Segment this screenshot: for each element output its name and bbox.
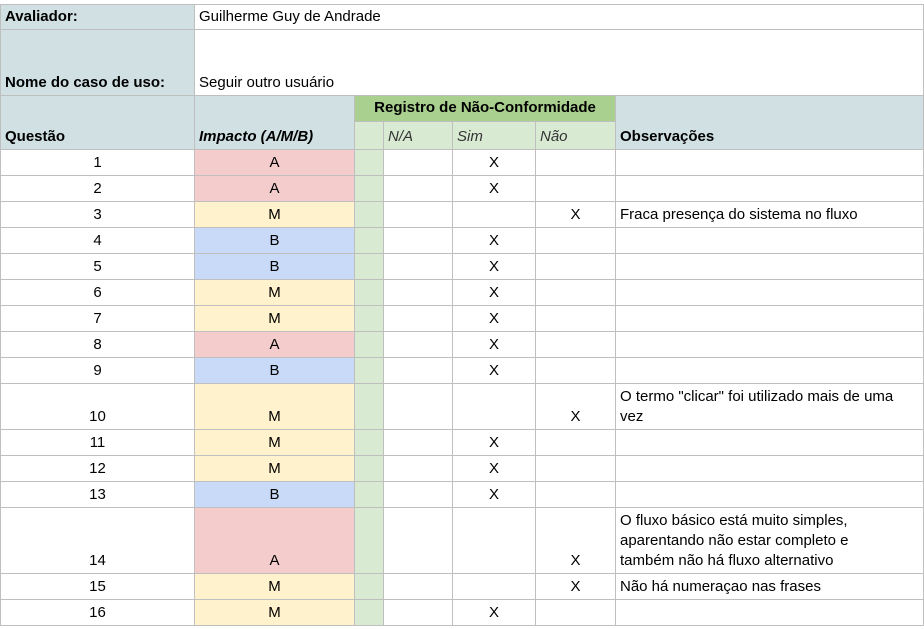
sim-cell[interactable]: X [453, 332, 536, 358]
impacto-cell[interactable]: A [195, 508, 355, 574]
registro-spacer-cell[interactable] [355, 280, 384, 306]
na-cell[interactable] [384, 508, 453, 574]
registro-spacer-cell[interactable] [355, 456, 384, 482]
questao-cell[interactable]: 15 [0, 574, 195, 600]
na-cell[interactable] [384, 600, 453, 626]
questao-cell[interactable]: 14 [0, 508, 195, 574]
registro-spacer-cell[interactable] [355, 574, 384, 600]
caso-value[interactable]: Seguir outro usuário [195, 30, 924, 96]
impacto-cell[interactable]: B [195, 358, 355, 384]
na-cell[interactable] [384, 254, 453, 280]
sim-header[interactable]: Sim [453, 122, 536, 150]
impacto-cell[interactable]: A [195, 332, 355, 358]
questao-cell[interactable]: 4 [0, 228, 195, 254]
sim-cell[interactable] [453, 202, 536, 228]
nao-cell[interactable] [536, 176, 616, 202]
questao-cell[interactable]: 8 [0, 332, 195, 358]
registro-spacer-cell[interactable] [355, 358, 384, 384]
observacoes-cell[interactable] [616, 600, 924, 626]
na-cell[interactable] [384, 306, 453, 332]
nao-cell[interactable] [536, 228, 616, 254]
observacoes-cell[interactable] [616, 456, 924, 482]
na-cell[interactable] [384, 456, 453, 482]
na-cell[interactable] [384, 150, 453, 176]
sim-cell[interactable]: X [453, 280, 536, 306]
registro-spacer-cell[interactable] [355, 600, 384, 626]
impacto-cell[interactable]: B [195, 482, 355, 508]
questao-cell[interactable]: 5 [0, 254, 195, 280]
observacoes-cell[interactable] [616, 228, 924, 254]
questao-header[interactable]: Questão [0, 96, 195, 150]
sim-cell[interactable]: X [453, 456, 536, 482]
avaliador-label[interactable]: Avaliador: [0, 4, 195, 30]
observacoes-cell[interactable] [616, 306, 924, 332]
nao-cell[interactable] [536, 430, 616, 456]
na-cell[interactable] [384, 280, 453, 306]
observacoes-cell[interactable] [616, 332, 924, 358]
sim-cell[interactable] [453, 384, 536, 430]
observacoes-cell[interactable] [616, 430, 924, 456]
questao-cell[interactable]: 11 [0, 430, 195, 456]
na-cell[interactable] [384, 176, 453, 202]
questao-cell[interactable]: 1 [0, 150, 195, 176]
observacoes-cell[interactable] [616, 254, 924, 280]
na-cell[interactable] [384, 358, 453, 384]
observacoes-cell[interactable] [616, 358, 924, 384]
sim-cell[interactable]: X [453, 600, 536, 626]
avaliador-value[interactable]: Guilherme Guy de Andrade [195, 4, 924, 30]
nao-cell[interactable]: X [536, 384, 616, 430]
observacoes-cell[interactable] [616, 280, 924, 306]
sim-cell[interactable]: X [453, 430, 536, 456]
nao-cell[interactable] [536, 280, 616, 306]
questao-cell[interactable]: 6 [0, 280, 195, 306]
sim-cell[interactable]: X [453, 150, 536, 176]
nao-cell[interactable]: X [536, 574, 616, 600]
sim-cell[interactable]: X [453, 306, 536, 332]
observacoes-cell[interactable] [616, 176, 924, 202]
registro-spacer-cell[interactable] [355, 332, 384, 358]
impacto-cell[interactable]: A [195, 150, 355, 176]
impacto-cell[interactable]: M [195, 280, 355, 306]
nao-cell[interactable] [536, 332, 616, 358]
na-cell[interactable] [384, 228, 453, 254]
registro-spacer-cell[interactable] [355, 228, 384, 254]
questao-cell[interactable]: 16 [0, 600, 195, 626]
questao-cell[interactable]: 3 [0, 202, 195, 228]
na-cell[interactable] [384, 332, 453, 358]
caso-label[interactable]: Nome do caso de uso: [0, 30, 195, 96]
impacto-cell[interactable]: M [195, 384, 355, 430]
impacto-cell[interactable]: A [195, 176, 355, 202]
registro-spacer-cell[interactable] [355, 482, 384, 508]
registro-spacer-cell[interactable] [355, 430, 384, 456]
questao-cell[interactable]: 10 [0, 384, 195, 430]
impacto-cell[interactable]: M [195, 456, 355, 482]
questao-cell[interactable]: 9 [0, 358, 195, 384]
sim-cell[interactable] [453, 508, 536, 574]
registro-header[interactable]: Registro de Não-Conformidade [355, 96, 616, 122]
observacoes-cell[interactable]: O fluxo básico está muito simples, aparentando não estar completo e também não há fluxo alternativo [616, 508, 924, 574]
na-header[interactable]: N/A [384, 122, 453, 150]
registro-spacer-cell[interactable] [355, 508, 384, 574]
impacto-cell[interactable]: M [195, 430, 355, 456]
registro-spacer-header[interactable] [355, 122, 384, 150]
sim-cell[interactable] [453, 574, 536, 600]
registro-spacer-cell[interactable] [355, 384, 384, 430]
na-cell[interactable] [384, 574, 453, 600]
questao-cell[interactable]: 2 [0, 176, 195, 202]
na-cell[interactable] [384, 430, 453, 456]
sim-cell[interactable]: X [453, 228, 536, 254]
impacto-cell[interactable]: M [195, 600, 355, 626]
nao-cell[interactable] [536, 358, 616, 384]
observacoes-cell[interactable]: O termo "clicar" foi utilizado mais de uma vez [616, 384, 924, 430]
registro-spacer-cell[interactable] [355, 306, 384, 332]
observacoes-header[interactable]: Observações [616, 96, 924, 150]
nao-cell[interactable] [536, 600, 616, 626]
nao-header[interactable]: Não [536, 122, 616, 150]
sim-cell[interactable]: X [453, 254, 536, 280]
nao-cell[interactable] [536, 150, 616, 176]
impacto-cell[interactable]: B [195, 228, 355, 254]
registro-spacer-cell[interactable] [355, 176, 384, 202]
nao-cell[interactable]: X [536, 202, 616, 228]
observacoes-cell[interactable] [616, 150, 924, 176]
impacto-cell[interactable]: B [195, 254, 355, 280]
nao-cell[interactable] [536, 254, 616, 280]
nao-cell[interactable] [536, 306, 616, 332]
questao-cell[interactable]: 7 [0, 306, 195, 332]
registro-spacer-cell[interactable] [355, 254, 384, 280]
nao-cell[interactable] [536, 456, 616, 482]
impacto-cell[interactable]: M [195, 202, 355, 228]
observacoes-cell[interactable]: Fraca presença do sistema no fluxo [616, 202, 924, 228]
observacoes-cell[interactable] [616, 482, 924, 508]
questao-cell[interactable]: 13 [0, 482, 195, 508]
sim-cell[interactable]: X [453, 176, 536, 202]
registro-spacer-cell[interactable] [355, 150, 384, 176]
registro-spacer-cell[interactable] [355, 202, 384, 228]
sim-cell[interactable]: X [453, 358, 536, 384]
observacoes-cell[interactable]: Não há numeraçao nas frases [616, 574, 924, 600]
na-cell[interactable] [384, 202, 453, 228]
impacto-cell[interactable]: M [195, 306, 355, 332]
nao-cell[interactable] [536, 482, 616, 508]
na-cell[interactable] [384, 384, 453, 430]
impacto-cell[interactable]: M [195, 574, 355, 600]
impacto-header[interactable] [195, 96, 355, 150]
sim-cell[interactable]: X [453, 482, 536, 508]
impacto-header-label: Impacto (A/M/B) [199, 128, 314, 145]
nao-cell[interactable]: X [536, 508, 616, 574]
na-cell[interactable] [384, 482, 453, 508]
questao-cell[interactable]: 12 [0, 456, 195, 482]
